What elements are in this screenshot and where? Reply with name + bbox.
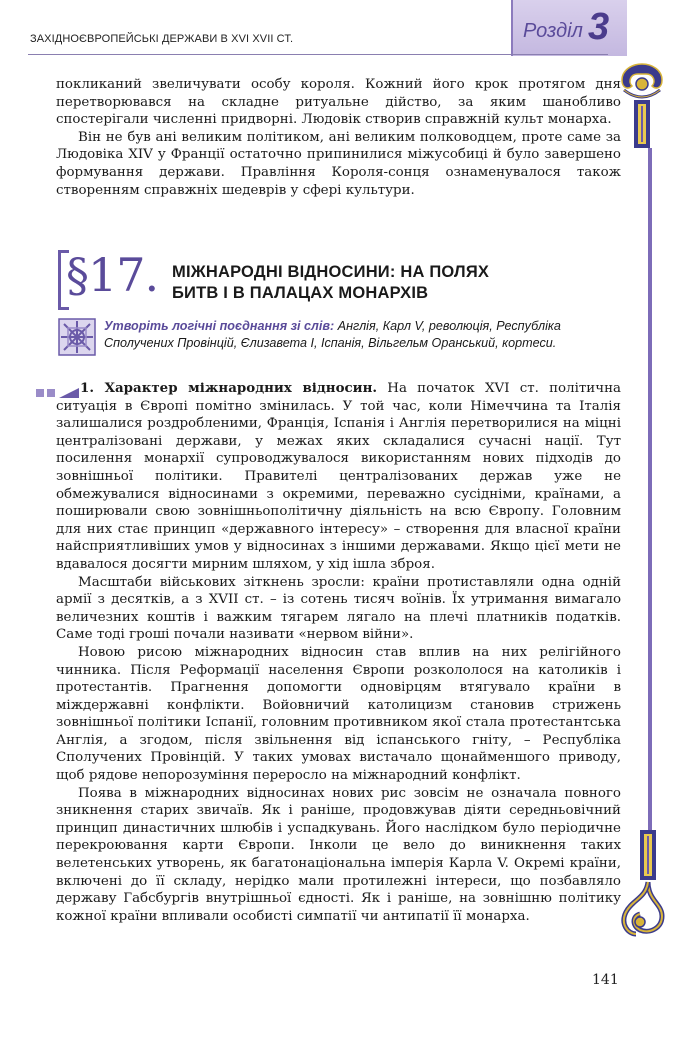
section-label: Розділ [523, 20, 583, 42]
margin-rule [648, 148, 652, 836]
task-knot-icon [58, 318, 96, 356]
section-title-line-1: МІЖНАРОДНІ ВІДНОСИНИ: НА ПОЛЯХ [172, 263, 490, 281]
task-lead: Утворіть логічні поєднання зі слів: [104, 319, 335, 333]
task-words: Англія, Карл V, революція, Республіка Сполучених Провінцій, Єлизавета І, Іспанія, Вільгельм Оранський, кортеси. [104, 319, 561, 350]
marker-square [47, 389, 55, 397]
celtic-ornament-top-icon [614, 60, 670, 150]
section-number: 3 [588, 6, 610, 48]
section-title [172, 262, 602, 304]
header-divider [28, 54, 608, 55]
main-text [56, 380, 621, 925]
paragraph-number: §17. [66, 248, 159, 302]
intro-text [56, 76, 621, 199]
intro-paragraph-2: Він не був ані великим політиком, ані великим полководцем, проте саме за Людовіка XIV у Франції остаточно припинилися міжусобиці й було завершено формування держави. Правління Короля-сонця ознаменувалося також створенням справжніх шедеврів у сфері культури. [56, 129, 621, 198]
intro-paragraph-1: покликаний звеличувати особу короля. Кожний його крок протягом дня перетворювався на складне ритуальне дійство, за яким шанобливо спостерігали численні придворні. Людовік створив справжній культ монарха. [56, 77, 621, 128]
subsection-paragraph [56, 380, 621, 574]
celtic-ornament-bottom-icon [612, 830, 672, 940]
body-paragraph-1: Масштаби військових зіткнень зросли: країни протиставляли одна одній армії з десятків, а з XVII ст. – із сотень тисяч воїнів. Їх утримання вимагало величезних коштів і важким тягарем лягало на плечі платників податків. Саме тоді гроші почали називати «нервом війни». [56, 574, 621, 643]
page-number: 141 [592, 972, 619, 988]
task-text [104, 318, 624, 352]
subsection-first-text: На початок XVI ст. політична ситуація в Європі помітно змінилась. У той час, коли Німеччина та Італія залишалися роздробленими, Франція, Іспанія і Англія перетворилися на міцні централізовані держави, у межах яких складалися сучасні нації. Тут посилення монархії супроводжувалося використанням нових підходів до зовнішньої політики. Правителі централізованих держав уже не обмежувалися відносинами з окремими, переважно сусідніми, країнами, а поширювали свою зовнішньополітичну діяльність на всю Європу. Головним для них стає принцип «державного інтересу» – створення для власної країни найсприятливіших умов у відносинах з іншими державами. Якщо цієї мети не вдавалося досягти мирним шляхом, у хід ішла зброя. [56, 381, 621, 572]
section-title-line-2: БИТВ І В ПАЛАЦАХ МОНАРХІВ [172, 284, 429, 302]
marker-square [36, 389, 44, 397]
body-paragraph-2: Новою рисою міжнародних відносин став вплив на них релігійного чинника. Після Реформації населення Європи розкололося на католиків і протестантів. Прагнення допомогти одновірцям втягувало країни в міждержавні конфлікти. Войовничий католицизм становив стрижень зовнішньої політики Іспанії, головним противником якої стала протестантська Англія, а згодом, після звільнення від іспанського гніту, – Республіка Сполучених Провінцій. У таких умовах вистачало щонайменшого приводу, щоб рядове непорозуміння переросло на міжнародний конфлікт. [56, 644, 621, 784]
running-title: ЗАХІДНОЄВРОПЕЙСЬКІ ДЕРЖАВИ В XVI XVII СТ. [30, 33, 294, 45]
body-paragraph-3: Поява в міжнародних відносинах нових рис зовсім не означала повного зникнення старих звичаїв. Як і раніше, продовжував діяти середньовічний принцип династичних шлюбів і успадкувань. Його наслідком було періодичне перекроювання карти Європи. Інколи це вело до виникнення таких велетенських утворень, як багатонаціональна імперія Карла V. Окремі країни, включені до її складу, нерідко мали протилежні інтереси, що позбавляло державу Габсбургів внутрішньої єдності. Як і раніше, на зовнішню політику кожної країни впливали особисті симпатії чи антипатії її монарха. [56, 785, 621, 924]
subsection-heading: 1. Характер міжнародних відносин. [80, 380, 378, 396]
